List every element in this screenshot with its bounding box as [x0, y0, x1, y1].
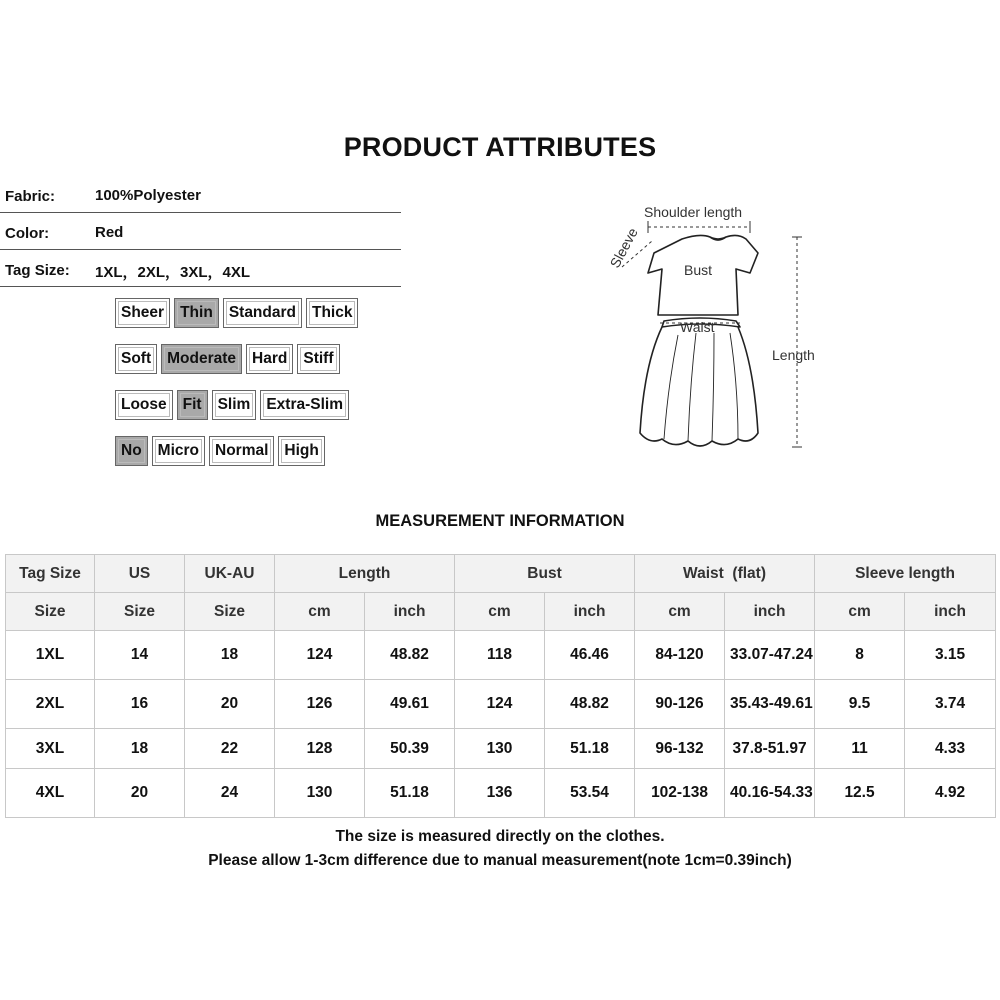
col-header-length: Length: [275, 555, 455, 593]
table-cell: 51.18: [365, 769, 455, 818]
subheader-cell: cm: [275, 593, 365, 631]
fabric-value: 100%Polyester: [95, 187, 201, 204]
table-cell: 48.82: [365, 631, 455, 680]
type-option-slim[interactable]: Slim: [212, 390, 257, 420]
col-header-uk-au: UK-AU: [185, 555, 275, 593]
note-difference: Please allow 1-3cm difference due to manual measurement(note 1cm=0.39inch): [208, 852, 792, 869]
table-cell: 3XL: [6, 729, 95, 769]
table-cell: 84-120: [635, 631, 725, 680]
subheader-cell: cm: [635, 593, 725, 631]
table-row: [6, 680, 996, 729]
touch-option-stiff[interactable]: Stiff: [297, 344, 339, 374]
table-row: [6, 729, 996, 769]
table-cell: 4XL: [6, 769, 95, 818]
table-cell: 37.8-51.97: [725, 729, 815, 769]
oft-options: [115, 436, 325, 466]
table-cell: 51.18: [545, 729, 635, 769]
subheader-cell: cm: [815, 593, 905, 631]
subheader-cell: inch: [725, 593, 815, 631]
subheader-cell: Size: [185, 593, 275, 631]
table-cell: 33.07-47.24: [725, 631, 815, 680]
fabric-row: [0, 176, 401, 213]
table-cell: 124: [455, 680, 545, 729]
table-cell: 50.39: [365, 729, 455, 769]
table-cell: 8: [815, 631, 905, 680]
table-cell: 4.92: [905, 769, 996, 818]
fabric-label: Fabric:: [5, 188, 56, 205]
table-cell: 136: [455, 769, 545, 818]
diagram-shoulder-label: Shoulder length: [644, 204, 743, 220]
table-cell: 14: [95, 631, 185, 680]
table-cell: 12.5: [815, 769, 905, 818]
thickness-options: [115, 298, 358, 328]
oft-option-normal[interactable]: Normal: [209, 436, 274, 466]
table-cell: 9.5: [815, 680, 905, 729]
thickness-option-standard[interactable]: Standard: [223, 298, 302, 328]
table-cell: 16: [95, 680, 185, 729]
thickness-option-sheer[interactable]: Sheer: [115, 298, 170, 328]
oft-option-no[interactable]: No: [115, 436, 148, 466]
note-measured: The size is measured directly on the clothes.: [335, 828, 665, 845]
subheader-cell: inch: [545, 593, 635, 631]
type-option-extra-slim[interactable]: Extra-Slim: [260, 390, 349, 420]
dress-diagram: [600, 195, 840, 460]
col-header-waist: Waist (flat): [635, 555, 815, 593]
measurement-table: [5, 554, 996, 818]
subheader-cell: inch: [905, 593, 996, 631]
col-header-bust: Bust: [455, 555, 635, 593]
table-subheader-row: [6, 593, 996, 631]
thickness-option-thick[interactable]: Thick: [306, 298, 358, 328]
table-cell: 48.82: [545, 680, 635, 729]
page-title: PRODUCT ATTRIBUTES: [343, 132, 657, 162]
tag-size-label: Tag Size:: [5, 262, 70, 279]
table-cell: 18: [185, 631, 275, 680]
color-value: Red: [95, 224, 124, 241]
oft-option-micro[interactable]: Micro: [152, 436, 205, 466]
touch-options: [115, 344, 340, 374]
table-cell: 22: [185, 729, 275, 769]
subheader-cell: inch: [365, 593, 455, 631]
tag-size-value: 1XL，2XL，3XL，4XL: [95, 264, 251, 281]
diagram-length-label: Length: [772, 347, 815, 363]
table-cell: 35.43-49.61: [725, 680, 815, 729]
table-cell: 124: [275, 631, 365, 680]
table-cell: 24: [185, 769, 275, 818]
table-cell: 130: [455, 729, 545, 769]
table-row: [6, 769, 996, 818]
diagram-bust-label: Bust: [684, 262, 713, 278]
col-header-us: US: [95, 555, 185, 593]
tag-size-row: [0, 250, 401, 287]
table-cell: 4.33: [905, 729, 996, 769]
color-row: [0, 213, 401, 250]
table-cell: 1XL: [6, 631, 95, 680]
table-cell: 20: [95, 769, 185, 818]
col-header-sleeve-length: Sleeve length: [815, 555, 996, 593]
table-cell: 18: [95, 729, 185, 769]
table-cell: 118: [455, 631, 545, 680]
table-row: [6, 631, 996, 680]
oft-option-high[interactable]: High: [278, 436, 324, 466]
measurement-title: MEASUREMENT INFORMATION: [375, 512, 625, 530]
touch-option-soft[interactable]: Soft: [115, 344, 157, 374]
table-cell: 130: [275, 769, 365, 818]
color-label: Color:: [5, 225, 50, 242]
table-cell: 11: [815, 729, 905, 769]
table-cell: 3.15: [905, 631, 996, 680]
diagram-waist-label: Waist: [680, 319, 715, 335]
diagram-sleeve-label: Sleeve: [606, 225, 641, 271]
touch-option-hard[interactable]: Hard: [246, 344, 293, 374]
table-cell: 53.54: [545, 769, 635, 818]
table-cell: 2XL: [6, 680, 95, 729]
type-options: [115, 390, 349, 420]
table-cell: 90-126: [635, 680, 725, 729]
col-header-tag-size: Tag Size: [6, 555, 95, 593]
table-cell: 126: [275, 680, 365, 729]
subheader-cell: Size: [6, 593, 95, 631]
type-option-loose[interactable]: Loose: [115, 390, 173, 420]
table-cell: 20: [185, 680, 275, 729]
thickness-option-thin[interactable]: Thin: [174, 298, 219, 328]
table-header-row: [6, 555, 996, 593]
subheader-cell: cm: [455, 593, 545, 631]
table-cell: 128: [275, 729, 365, 769]
table-cell: 46.46: [545, 631, 635, 680]
table-cell: 3.74: [905, 680, 996, 729]
subheader-cell: Size: [95, 593, 185, 631]
table-cell: 96-132: [635, 729, 725, 769]
type-option-fit[interactable]: Fit: [177, 390, 208, 420]
touch-option-moderate[interactable]: Moderate: [161, 344, 242, 374]
table-cell: 40.16-54.33: [725, 769, 815, 818]
table-cell: 102-138: [635, 769, 725, 818]
table-cell: 49.61: [365, 680, 455, 729]
